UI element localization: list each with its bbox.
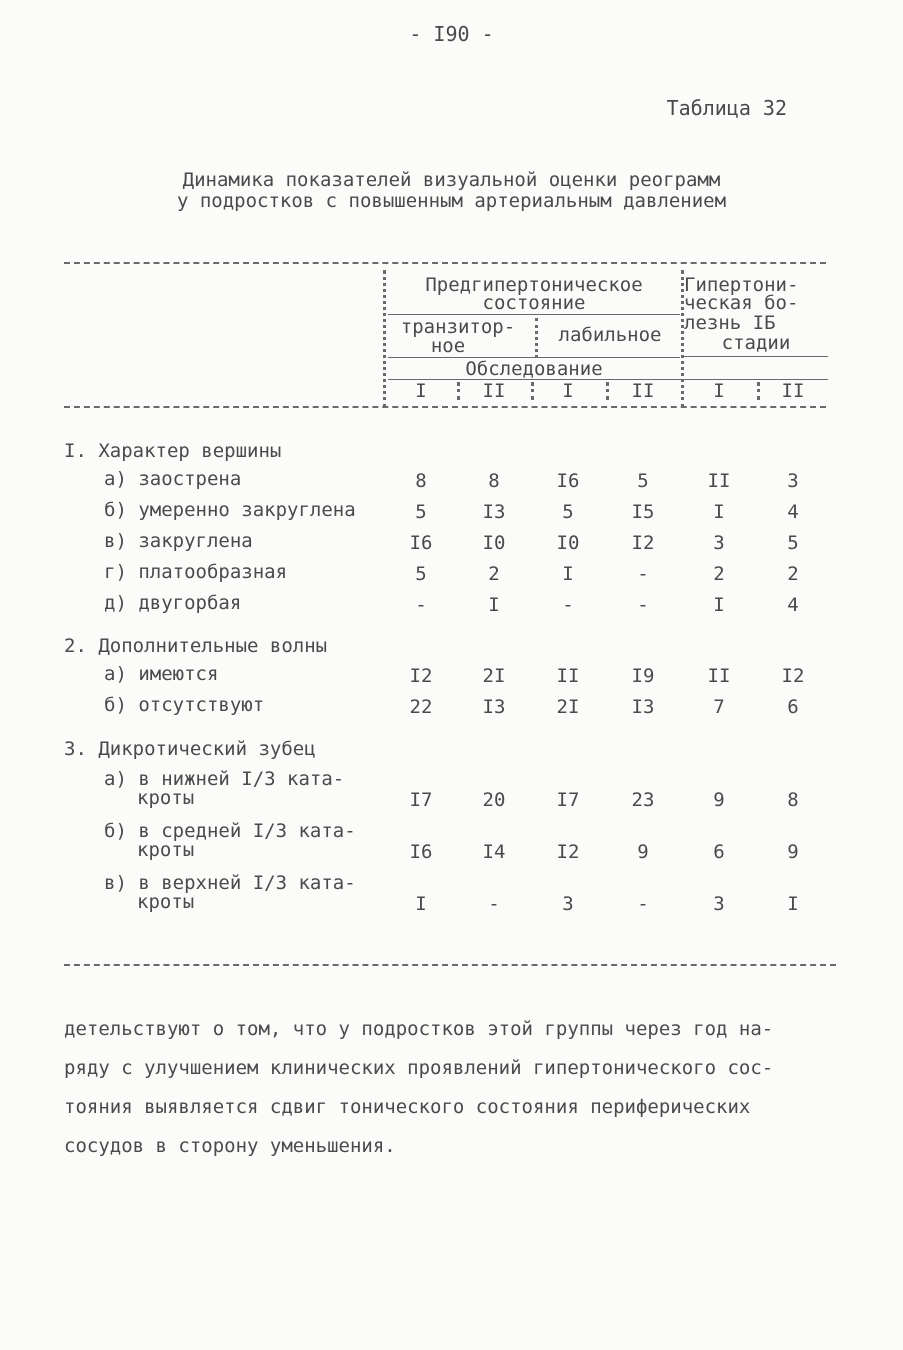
table-cell: I [415, 893, 427, 915]
row-label: а) заострена [104, 468, 242, 490]
table-cell: I0 [556, 532, 580, 554]
row-label-line-1: в) в верхней I/3 ката- [104, 872, 356, 894]
header-group-hypertension-line-4: стадии [721, 332, 791, 354]
header-labile: лабильное [558, 324, 662, 346]
table-cell: I [562, 563, 574, 585]
table-cell: II [556, 665, 580, 687]
table-cell: 3 [787, 470, 799, 492]
table-cell: 4 [787, 594, 799, 616]
header-examination: Обследование [465, 358, 603, 380]
table-cell: 3 [713, 893, 725, 915]
table-cell: 2 [787, 563, 799, 585]
table-cell: 9 [713, 789, 725, 811]
col-divider [531, 382, 534, 400]
table-bottom-rule [64, 964, 836, 966]
table-cell: II [707, 665, 731, 687]
table-header-bottom-rule [64, 406, 826, 408]
table-cell: - [415, 594, 427, 616]
table-cell: 7 [713, 696, 725, 718]
header-col-2: II [482, 380, 506, 402]
table-cell: 23 [631, 789, 655, 811]
table-cell: I0 [482, 532, 506, 554]
header-col-5: I [713, 380, 725, 402]
subgroup-divider [535, 318, 538, 358]
table-cell: I [713, 594, 725, 616]
table-cell: I7 [556, 789, 580, 811]
table-cell: 8 [787, 789, 799, 811]
table-cell: - [488, 893, 500, 915]
table-cell: 9 [787, 841, 799, 863]
table-cell: I [787, 893, 799, 915]
table-cell: 2 [488, 563, 500, 585]
header-transitory-line-2: ное [430, 335, 466, 357]
table-cell: 8 [415, 470, 427, 492]
col-divider [457, 382, 460, 400]
table-cell: - [637, 594, 649, 616]
section-title-waves: 2. Дополнительные волны [64, 635, 328, 657]
table-cell: I3 [482, 501, 506, 523]
table-cell: 5 [637, 470, 649, 492]
header-transitory-line-1: транзитор- [400, 316, 516, 338]
table-cell: I3 [631, 696, 655, 718]
header-col-1: I [415, 380, 427, 402]
table-cell: 2 [713, 563, 725, 585]
table-cell: 20 [482, 789, 506, 811]
table-cell: 6 [787, 696, 799, 718]
table-cell: 9 [637, 841, 649, 863]
table-cell: 5 [415, 563, 427, 585]
header-col-6: II [781, 380, 805, 402]
table-cell: - [562, 594, 574, 616]
row-label: в) закруглена [104, 530, 253, 552]
table-cell: 22 [409, 696, 433, 718]
header-group-hypertension-line-1: Гипертони- [684, 274, 799, 296]
col-divider [757, 382, 760, 400]
table-cell: I2 [781, 665, 805, 687]
table-cell: 5 [787, 532, 799, 554]
row-label-line-1: а) в нижней I/3 ката- [104, 768, 345, 790]
row-label: б) отсутствуют [104, 694, 265, 716]
stub-column-divider [383, 270, 386, 408]
table-title-line-1: Динамика показателей визуальной оценки реограмм [182, 169, 721, 191]
row-label: а) имеются [104, 663, 219, 685]
table-cell: I6 [409, 841, 433, 863]
table-cell: 8 [488, 470, 500, 492]
table-cell: I4 [482, 841, 506, 863]
section-title-peak: I. Характер вершины [64, 440, 282, 462]
table-cell: II [707, 470, 731, 492]
table-cell: I5 [631, 501, 655, 523]
page-number: - I90 - [409, 22, 494, 46]
table-label: Таблица 32 [666, 96, 787, 120]
paragraph-line-4: сосудов в сторону уменьшения. [64, 1135, 396, 1157]
section-title-dicrotic: 3. Дикротический зубец [64, 738, 316, 760]
table-cell: 5 [562, 501, 574, 523]
table-cell: 5 [415, 501, 427, 523]
table-cell: I [713, 501, 725, 523]
table-cell: 3 [713, 532, 725, 554]
table-cell: 6 [713, 841, 725, 863]
header-group-underline [388, 314, 680, 315]
table-cell: I2 [631, 532, 655, 554]
row-label-line-2: кроты [137, 839, 195, 861]
body-paragraph [64, 1010, 844, 1166]
row-label: г) платообразная [104, 561, 288, 583]
table-top-rule [64, 262, 826, 264]
table-cell: - [637, 893, 649, 915]
table-cell: 3 [562, 893, 574, 915]
table-cell: I9 [631, 665, 655, 687]
header-col-4: II [631, 380, 655, 402]
row-label-line-2: кроты [137, 891, 195, 913]
row-label-line-1: б) в средней I/3 ката- [104, 820, 356, 842]
paragraph-line-3: тояния выявляется сдвиг тонического состояния периферических [64, 1096, 751, 1118]
header-group-hypertension-line-2: ческая бо- [684, 292, 799, 314]
table-cell: I7 [409, 789, 433, 811]
paragraph-line-1: детельствуют о том, что у подростков этой группы через год на- [64, 1018, 774, 1040]
table-title-line-2: у подростков с повышенным артериальным давлением [176, 190, 727, 212]
header-examination-underline [388, 379, 828, 380]
header-group-pre-hypertensive-line-2: состояние [482, 292, 586, 314]
table-cell: I [488, 594, 500, 616]
table-cell: 2I [556, 696, 580, 718]
header-group-hypertension-line-3: лезнь IБ [684, 312, 776, 334]
header-col-3: I [562, 380, 574, 402]
row-label-line-2: кроты [137, 787, 195, 809]
table-cell: I6 [409, 532, 433, 554]
row-label: д) двугорбая [104, 592, 242, 614]
paragraph-line-2: ряду с улучшением клинических проявлений гипертонического сос- [64, 1057, 774, 1079]
table-cell: - [637, 563, 649, 585]
table-cell: 2I [482, 665, 506, 687]
col-divider [606, 382, 609, 400]
table-cell: I2 [409, 665, 433, 687]
row-label: б) умеренно закруглена [104, 499, 356, 521]
table-cell: 4 [787, 501, 799, 523]
header-group-pre-hypertensive-line-1: Предгипертоническое [425, 274, 643, 296]
header-hypertension-underline [684, 356, 828, 357]
table-cell: I6 [556, 470, 580, 492]
table-cell: I2 [556, 841, 580, 863]
table-cell: I3 [482, 696, 506, 718]
